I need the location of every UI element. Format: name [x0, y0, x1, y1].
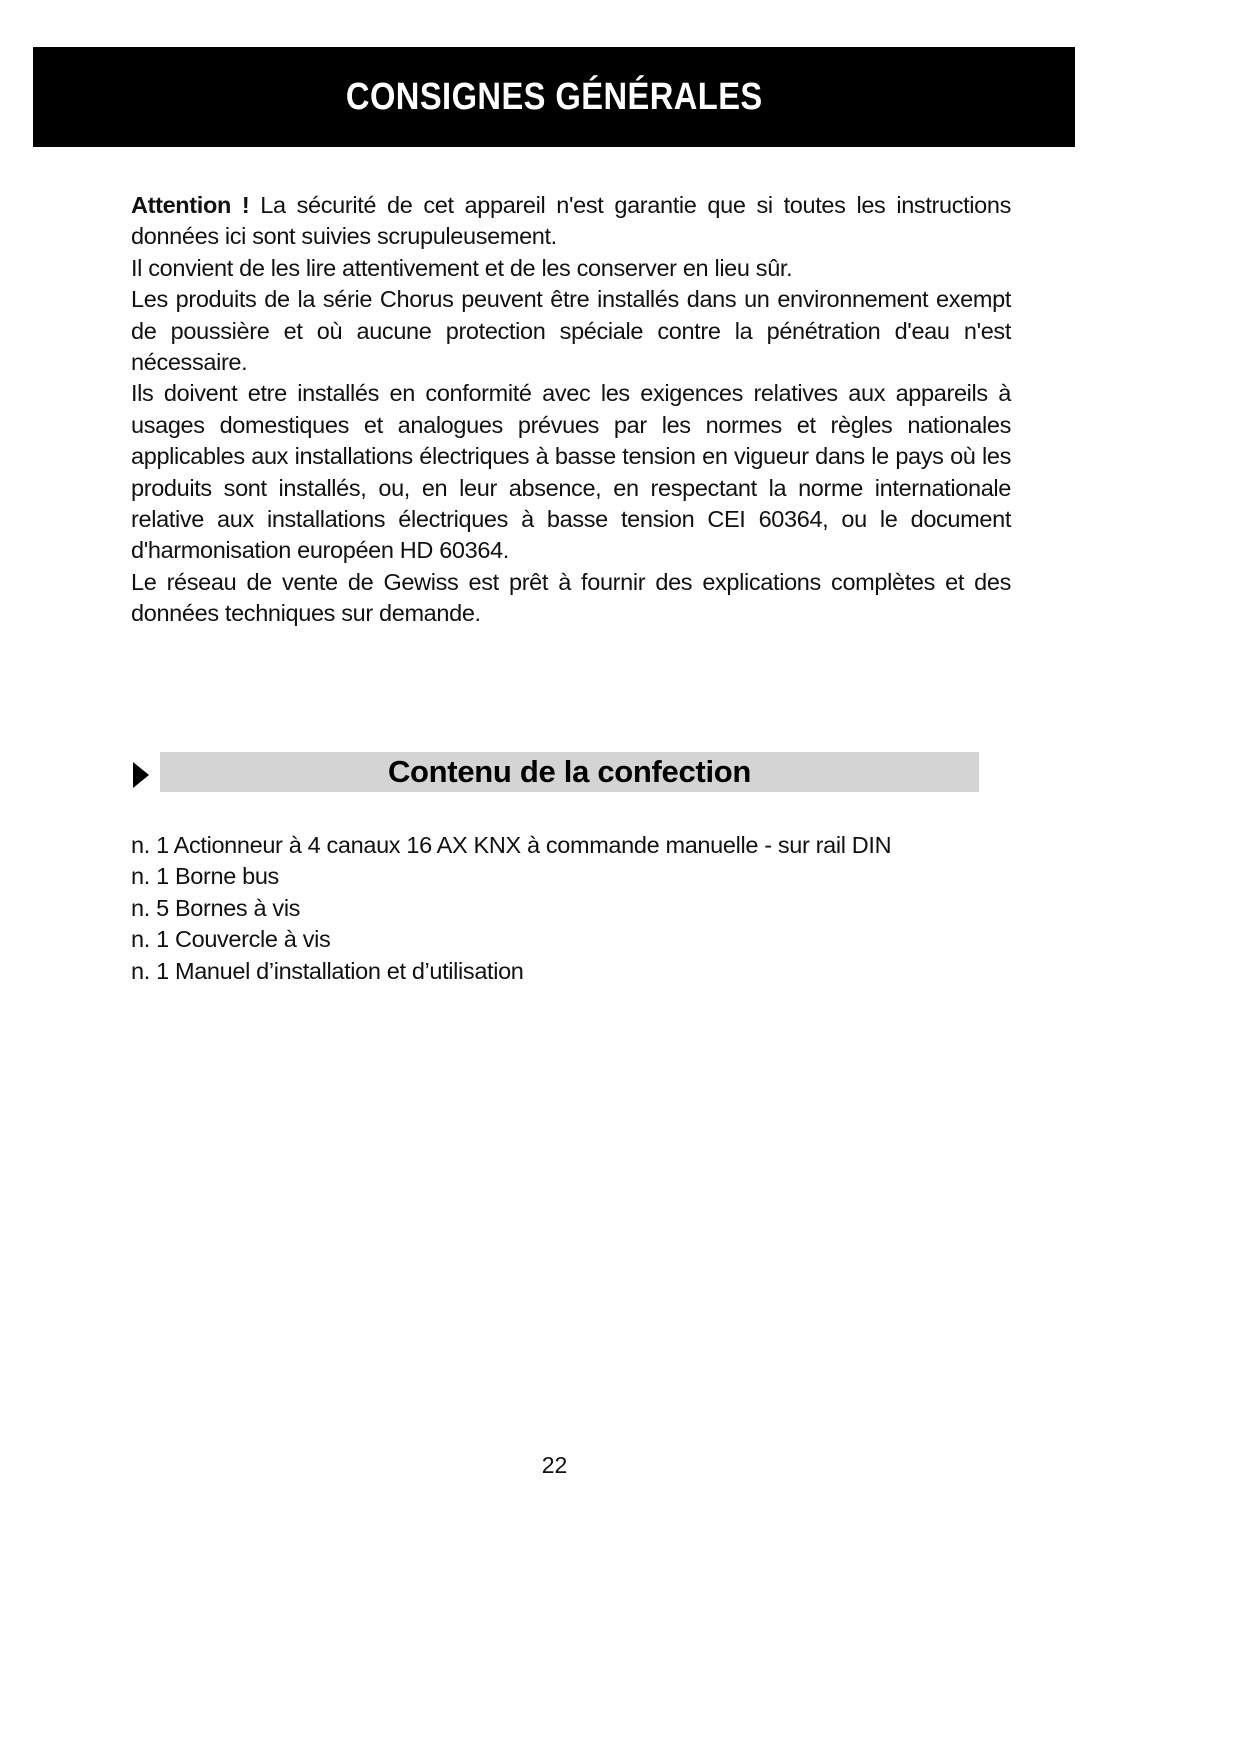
page-number: 22: [541, 1452, 568, 1478]
list-item: n. 1 Couvercle à vis: [131, 926, 331, 953]
section-title-bar: [160, 752, 979, 792]
attention-text: La sécurité de cet appareil n'est garantie que si toutes les instructions données ici sont suivies scrupuleusement.: [131, 192, 1011, 250]
support-paragraph: Le réseau de vente de Gewiss est prêt à fournir des explications complètes et des données techniques sur demande.: [131, 568, 1011, 627]
environment-paragraph: Les produits de la série Chorus peuvent être installés dans un environnement exempt de poussière et où aucune protection spéciale contre la pénétration d'eau n'est nécessaire.: [131, 286, 1011, 376]
page-header-bar: [33, 47, 1075, 147]
list-item: n. 5 Bornes à vis: [131, 894, 301, 921]
page-title: CONSIGNES GÉNÉRALES: [345, 75, 763, 118]
list-item: n. 1 Actionneur à 4 canaux 16 AX KNX à commande manuelle - sur rail DIN: [131, 832, 892, 858]
section-title: Contenu de la confection: [387, 754, 752, 789]
attention-paragraph: [131, 190, 1011, 253]
package-contents-list: [131, 830, 1011, 987]
list-item: n. 1 Borne bus: [131, 863, 279, 890]
safety-instructions: [131, 190, 1011, 630]
compliance-paragraph: Ils doivent etre installés en conformité avec les exigences relatives aux appareils à usages domestiques et analogues prévues par les normes et règles nationales applicables aux installations électriques à basse tension en vigueur dans le pays où les produits sont installés, ou, en leur absence, en respectant la norme internationale relative aux installations électriques à basse tension CEI 60364, ou le document d'harmonisation européen HD 60364.: [131, 380, 1011, 564]
attention-label: Attention !: [131, 192, 250, 218]
read-instructions-paragraph: Il convient de les lire attentivement et de les conserver en lieu sûr.: [131, 254, 793, 281]
list-item: n. 1 Manuel d’installation et d’utilisation: [131, 957, 524, 984]
arrow-right-icon: [133, 762, 149, 788]
contents-section-header: [131, 752, 979, 792]
